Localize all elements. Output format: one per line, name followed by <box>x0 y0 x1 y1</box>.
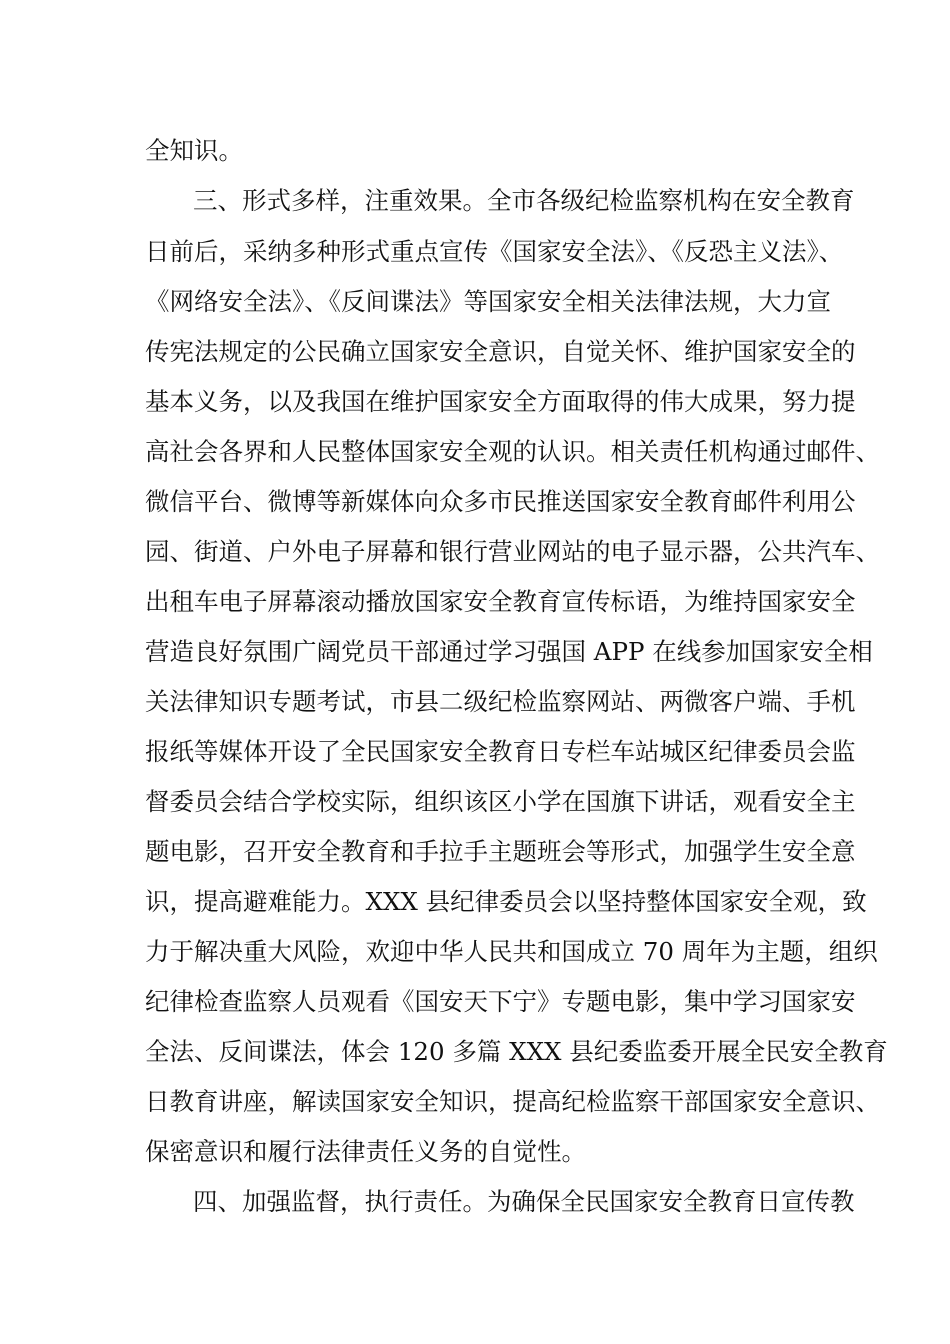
text-line: 基本义务，以及我国在维护国家安全方面取得的伟大成果，努力提 <box>145 387 856 416</box>
text-line: 识，提高避难能力。XXX 县纪律委员会以坚持整体国家安全观，致 <box>145 887 867 916</box>
paragraph-4-heading-line: 四、加强监督，执行责任。为确保全民国家安全教育日宣传教 <box>193 1187 855 1216</box>
text-line: 全知识。 <box>145 136 243 165</box>
text-line: 传宪法规定的公民确立国家安全意识，自觉关怀、维护国家安全的 <box>145 337 856 366</box>
text-line: 高社会各界和人民整体国家安全观的认识。相关责任机构通过邮件、 <box>145 437 880 466</box>
text-line: 园、街道、户外电子屏幕和银行营业网站的电子显示器，公共汽车、 <box>145 537 880 566</box>
text-line: 督委员会结合学校实际，组织该区小学在国旗下讲话，观看安全主 <box>145 787 856 816</box>
text-line: 日前后，采纳多种形式重点宣传《国家安全法》、《反恐主义法》、 <box>145 237 844 266</box>
text-line: 关法律知识专题考试，市县二级纪检监察网站、两微客户端、手机 <box>145 687 856 716</box>
text-line: 营造良好氛围广阔党员干部通过学习强国 APP 在线参加国家安全相 <box>145 637 873 666</box>
text-line: 日教育讲座，解读国家安全知识，提高纪检监察干部国家安全意识、 <box>145 1087 880 1116</box>
text-line: 力于解决重大风险，欢迎中华人民共和国成立 70 周年为主题，组织 <box>145 937 878 966</box>
text-line: 微信平台、微博等新媒体向众多市民推送国家安全教育邮件利用公 <box>145 487 856 516</box>
text-line: 题电影，召开安全教育和手拉手主题班会等形式，加强学生安全意 <box>145 837 856 866</box>
text-line: 《网络安全法》、《反间谍法》等国家安全相关法律法规，大力宣 <box>145 287 831 316</box>
text-line: 全法、反间谍法，体会 120 多篇 XXX 县纪委监委开展全民安全教育 <box>145 1037 888 1066</box>
text-line: 保密意识和履行法律责任义务的自觉性。 <box>145 1137 586 1166</box>
text-line: 纪律检查监察人员观看《国安天下宁》专题电影，集中学习国家安 <box>145 987 856 1016</box>
text-line: 报纸等媒体开设了全民国家安全教育日专栏车站城区纪律委员会监 <box>145 737 856 766</box>
paragraph-3-heading-line: 三、形式多样，注重效果。全市各级纪检监察机构在安全教育 <box>193 186 855 215</box>
text-line: 出租车电子屏幕滚动播放国家安全教育宣传标语，为维持国家安全 <box>145 587 856 616</box>
